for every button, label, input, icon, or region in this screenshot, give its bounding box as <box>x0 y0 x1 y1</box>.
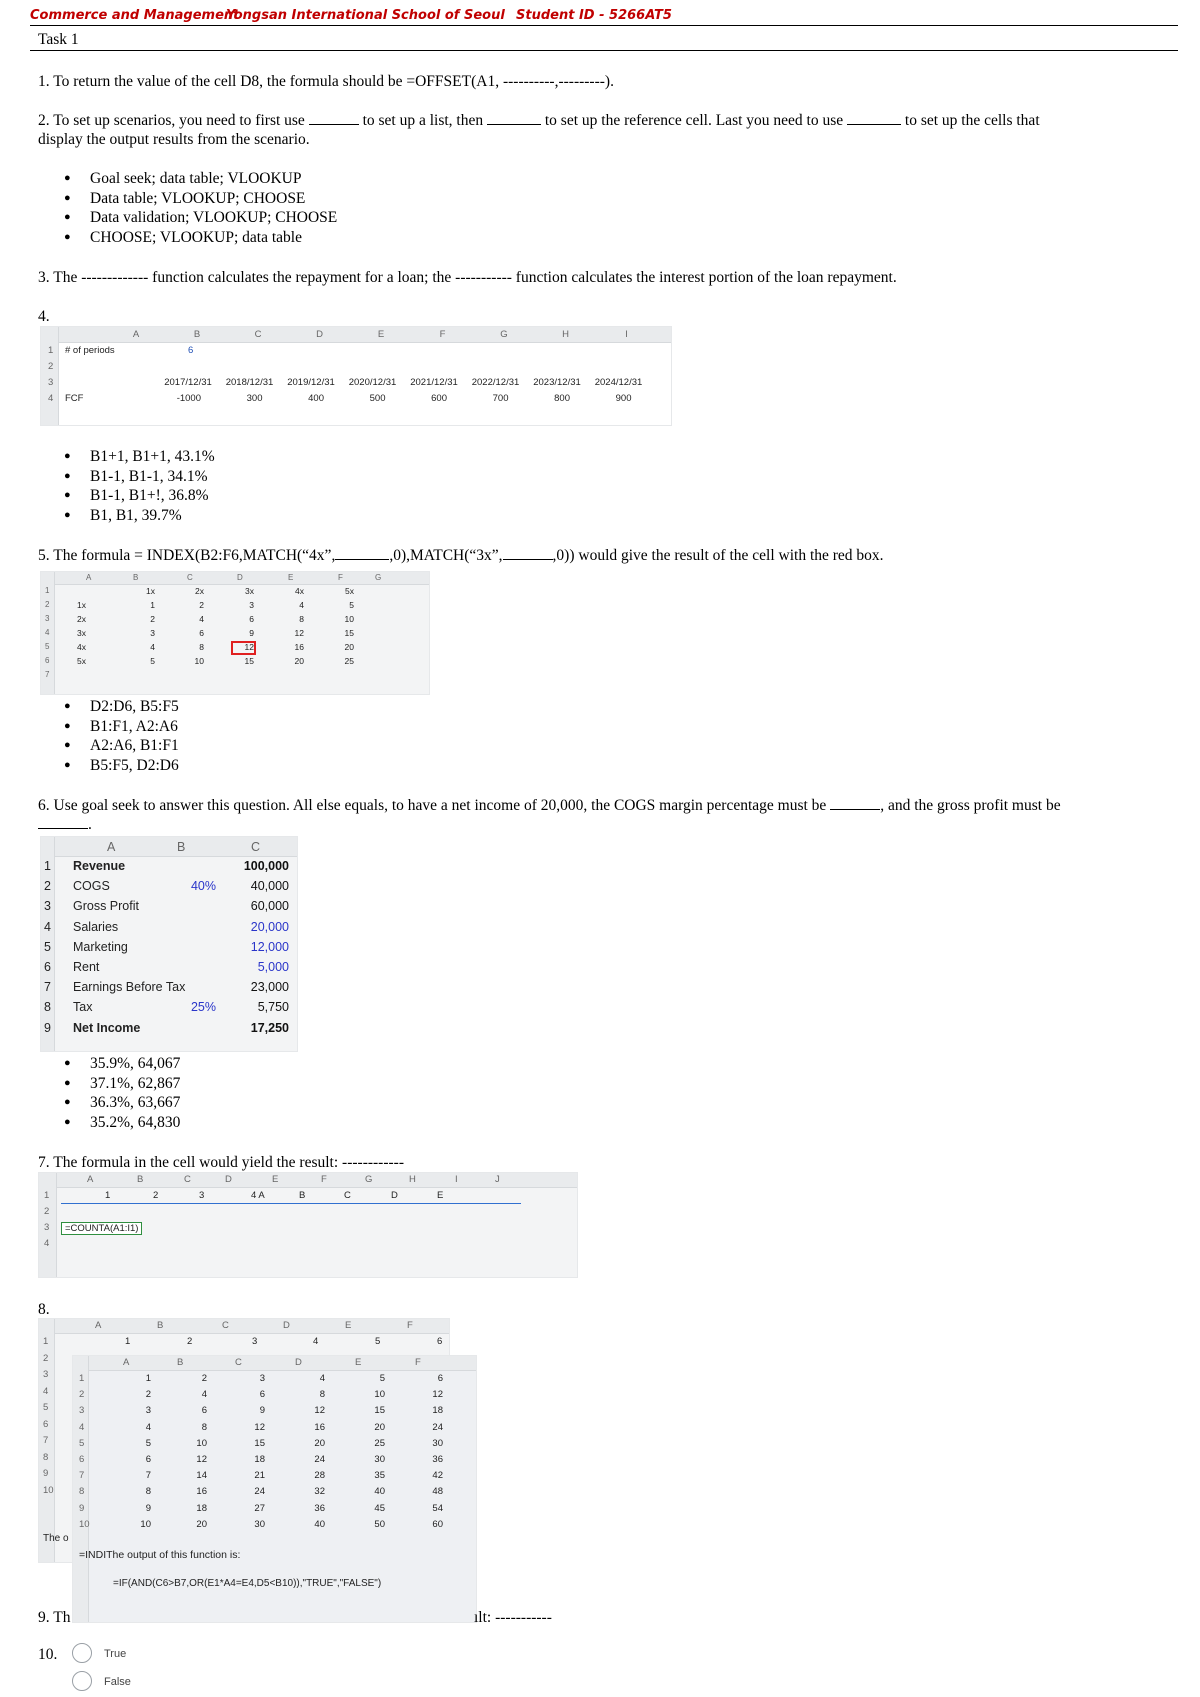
column-header: A <box>86 573 92 582</box>
column-header: B <box>157 1320 164 1331</box>
document-header <box>30 6 1178 26</box>
grid-cell: 5 <box>145 1437 151 1449</box>
false-label: False <box>104 1676 131 1688</box>
grid-cell: 12 <box>254 1421 265 1433</box>
row-label: 4x <box>77 642 86 652</box>
grid-cell: 9 <box>249 628 254 638</box>
header-rule <box>30 25 1178 26</box>
grid-cell: 30 <box>254 1518 265 1530</box>
row-header: 9 <box>79 1502 85 1514</box>
question-1: 1. To return the value of the cell D8, the formula should be =OFFSET(A1, ----------,---------). <box>38 73 614 90</box>
col-label: 4x <box>295 586 304 596</box>
row-header: 9 <box>44 1020 51 1035</box>
option: ● Data validation; VLOOKUP; CHOOSE <box>64 208 337 228</box>
row-header: 7 <box>44 980 51 995</box>
row-header: 9 <box>43 1468 49 1479</box>
column-header: G <box>375 573 382 582</box>
grid-cell: 45 <box>374 1502 385 1514</box>
value-cell: 17,250 <box>250 1020 289 1035</box>
red-box-highlight <box>231 641 256 655</box>
value-cell: 60,000 <box>250 899 289 914</box>
line-item-label: Tax <box>73 1000 93 1015</box>
row-header: 3 <box>45 614 50 623</box>
option: ● Goal seek; data table; VLOOKUP <box>64 169 337 189</box>
line-item-label: Rent <box>73 960 100 974</box>
col-label: 1x <box>146 586 155 596</box>
column-header: D <box>237 573 243 582</box>
grid-cell: 6 <box>201 1405 207 1417</box>
column-header: B <box>193 329 201 340</box>
row-header: 4 <box>44 919 51 934</box>
option: ● B1+1, B1+1, 43.1% <box>64 447 215 467</box>
grid-cell: 42 <box>432 1470 443 1482</box>
col-label: 2x <box>195 586 204 596</box>
cell-a4: FCF <box>65 393 84 404</box>
row-header: 3 <box>79 1405 85 1417</box>
row1-cell: E <box>437 1190 444 1201</box>
grid-cell: 3 <box>145 1405 151 1417</box>
grid-cell: 3 <box>259 1373 265 1384</box>
column-header: H <box>409 1174 416 1185</box>
row1-cell: 1 <box>105 1190 111 1201</box>
column-header: G <box>365 1174 373 1185</box>
grid-cell: 10 <box>196 1437 207 1449</box>
line-item-label: Gross Profit <box>73 899 139 914</box>
question-2-line-1: 2. To set up scenarios, you need to first use to set up a list, then to set up the reference cell. Last you need to use to set up the cells that <box>38 112 1040 129</box>
grid-cell: 16 <box>196 1486 207 1498</box>
grid-cell: 15 <box>344 628 354 638</box>
true-label: True <box>104 1648 127 1660</box>
column-header: E <box>377 329 385 340</box>
grid-cell: 4 <box>201 1389 207 1401</box>
grid-cell: 4 <box>145 1421 151 1433</box>
row-header: 3 <box>44 899 51 914</box>
grid-cell: 5 <box>379 1373 385 1384</box>
row-header: 3 <box>43 1369 49 1380</box>
column-header: J <box>495 1174 500 1185</box>
grid-cell: 16 <box>314 1421 325 1433</box>
q8-spreadsheet-front <box>72 1355 477 1623</box>
line-item-label: Salaries <box>73 919 119 934</box>
question-5-options <box>64 697 179 775</box>
row-header: 4 <box>43 1385 49 1397</box>
grid-cell: 15 <box>254 1437 265 1449</box>
row-header: 6 <box>44 960 51 974</box>
fcf-cell: 400 <box>308 393 324 404</box>
option: ● D2:D6, B5:F5 <box>64 697 179 717</box>
value-cell: 100,000 <box>243 859 289 873</box>
task-title: Task 1 <box>38 31 79 48</box>
option: ● B1-1, B1-1, 34.1% <box>64 467 215 487</box>
line-item-label: Marketing <box>73 939 128 954</box>
column-header: E <box>345 1320 352 1331</box>
grid-cell: 8 <box>145 1486 151 1498</box>
column-header: D <box>295 1357 302 1368</box>
grid-cell: 6 <box>199 628 204 638</box>
row-header: 1 <box>44 1190 50 1201</box>
column-header: A <box>107 840 116 854</box>
fcf-cell: 600 <box>431 393 447 404</box>
column-header: C <box>187 573 193 582</box>
column-header: B <box>177 840 186 854</box>
row-header: 3 <box>44 1222 50 1233</box>
date-cell: 2022/12/31 <box>471 377 520 388</box>
column-header: H <box>562 329 569 340</box>
option: ● B5:F5, D2:D6 <box>64 756 179 776</box>
grid-cell: 8 <box>199 642 204 652</box>
row1-cell: 2 <box>153 1190 159 1201</box>
grid-cell: 20 <box>196 1518 207 1530</box>
row-label: 5x <box>77 656 86 666</box>
grid-cell: 15 <box>374 1405 385 1417</box>
option: ● CHOOSE; VLOOKUP; data table <box>64 228 337 248</box>
header-school: Yongsan International School of Seoul <box>226 8 505 23</box>
row1-cell: C <box>344 1190 351 1201</box>
value-cell: 5,000 <box>257 960 289 974</box>
column-header: A <box>132 329 140 340</box>
grid-cell: 60 <box>432 1518 443 1530</box>
column-number: 1 <box>125 1336 131 1347</box>
grid-cell: 6 <box>259 1389 265 1401</box>
question-8-label: 8. <box>38 1301 50 1318</box>
grid-cell: 36 <box>432 1454 443 1465</box>
grid-cell: 2 <box>201 1373 207 1384</box>
grid-cell: 6 <box>437 1373 443 1384</box>
row-header: 5 <box>44 939 51 954</box>
q5-spreadsheet <box>40 571 430 695</box>
row-header: 8 <box>43 1451 49 1463</box>
task-rule <box>30 50 1178 51</box>
column-header: E <box>288 573 294 582</box>
row-label: 3x <box>77 628 86 638</box>
percent-cell: 40% <box>190 879 216 894</box>
row-header: 6 <box>79 1454 85 1465</box>
column-header: C <box>254 329 262 340</box>
row-header: 1 <box>45 586 50 595</box>
value-cell: 5,750 <box>257 1000 289 1015</box>
grid-cell: 7 <box>145 1470 151 1482</box>
row1-cell: B <box>299 1190 306 1201</box>
grid-cell: 28 <box>314 1470 325 1482</box>
row-header: 2 <box>79 1389 85 1401</box>
option: ● Data table; VLOOKUP; CHOOSE <box>64 189 337 209</box>
row-header: 2 <box>45 600 50 609</box>
fcf-cell: 800 <box>554 393 570 404</box>
fcf-cell: 900 <box>615 393 632 404</box>
date-cell: 2017/12/31 <box>164 377 212 388</box>
question-3: 3. The ------------- function calculates the repayment for a loan; the ----------- function calculates the interest portion of the loan repayment. <box>38 269 897 286</box>
column-number: 2 <box>187 1336 193 1347</box>
grid-cell: 4 <box>150 642 155 652</box>
grid-cell: 24 <box>432 1421 443 1433</box>
grid-cell: 10 <box>374 1389 385 1401</box>
grid-cell: 30 <box>432 1437 443 1449</box>
grid-cell: 14 <box>196 1470 207 1482</box>
column-header: A <box>123 1357 130 1368</box>
cell-b1: 6 <box>188 345 194 356</box>
grid-cell: 4 <box>299 600 304 610</box>
column-header: A <box>87 1174 94 1185</box>
column-header: C <box>251 840 261 854</box>
row-header: 7 <box>79 1470 85 1482</box>
question-6-options <box>64 1054 180 1132</box>
q6-spreadsheet <box>40 836 298 1052</box>
line-item-label: Revenue <box>73 859 126 873</box>
row-header: 2 <box>44 1206 50 1217</box>
column-header: C <box>235 1357 242 1368</box>
grid-cell: 54 <box>432 1502 443 1514</box>
date-cell: 2019/12/31 <box>287 377 335 388</box>
question-9-tail: ılt: ----------- <box>474 1609 552 1626</box>
option: ● 35.2%, 64,830 <box>64 1113 180 1133</box>
row1-cell: 4 A <box>251 1190 265 1201</box>
grid-cell: 40 <box>374 1486 385 1498</box>
grid-cell: 1 <box>145 1373 151 1384</box>
column-header: E <box>272 1174 279 1185</box>
question-4-label: 4. <box>38 308 50 325</box>
row-header: 1 <box>79 1373 85 1384</box>
grid-cell: 15 <box>244 656 254 666</box>
header-subject: Commerce and Management <box>30 8 240 23</box>
row-header: 7 <box>45 670 50 679</box>
row-header: 2 <box>44 879 51 894</box>
formula-cell: =COUNTA(A1:I1) <box>61 1222 142 1235</box>
q4-spreadsheet <box>40 326 672 426</box>
row-label: 2x <box>77 614 86 624</box>
grid-cell: 3 <box>249 600 254 610</box>
row-header: 1 <box>43 1336 49 1347</box>
row-header: 1 <box>48 345 54 356</box>
column-number: 5 <box>375 1336 381 1347</box>
caption-text: The o <box>43 1533 69 1544</box>
row-header: 2 <box>48 361 54 372</box>
grid-cell: 25 <box>374 1437 385 1449</box>
date-cell: 2023/12/31 <box>533 377 581 388</box>
question-9-label: 9. Th <box>38 1609 71 1626</box>
column-header: F <box>407 1320 413 1331</box>
date-cell: 2021/12/31 <box>410 377 458 388</box>
row-label: 1x <box>77 600 86 610</box>
row-header: 5 <box>79 1437 85 1449</box>
grid-cell: 12 <box>294 628 304 638</box>
column-header: C <box>184 1174 191 1185</box>
option: ● B1:F1, A2:A6 <box>64 717 179 737</box>
grid-cell: 5 <box>349 600 354 610</box>
grid-cell: 50 <box>374 1518 385 1530</box>
percent-cell: 25% <box>190 1000 216 1015</box>
row-header-bar <box>41 327 59 425</box>
option: ● A2:A6, B1:F1 <box>64 736 179 756</box>
fcf-cell: -1000 <box>176 393 201 404</box>
grid-cell: 18 <box>254 1454 265 1465</box>
option: ● 36.3%, 63,667 <box>64 1093 180 1113</box>
grid-cell: 8 <box>319 1389 325 1401</box>
caption-text: =INDIThe output of this function is: <box>79 1549 241 1561</box>
grid-cell: 27 <box>254 1502 265 1514</box>
column-header: A <box>95 1320 102 1331</box>
row-header: 5 <box>43 1402 49 1413</box>
value-cell: 20,000 <box>250 919 289 934</box>
date-cell: 2024/12/31 <box>594 377 643 388</box>
question-2-line-2: display the output results from the scenario. <box>38 131 310 148</box>
fcf-cell: 500 <box>369 393 386 404</box>
column-number: 4 <box>313 1336 319 1347</box>
row-header: 6 <box>43 1418 49 1430</box>
q7-spreadsheet <box>38 1172 578 1278</box>
row-header: 3 <box>48 377 54 388</box>
grid-cell: 35 <box>374 1470 385 1482</box>
grid-cell: 24 <box>254 1486 265 1498</box>
option: ● B1-1, B1+!, 36.8% <box>64 486 215 506</box>
grid-cell: 32 <box>314 1486 325 1498</box>
line-item-label: Earnings Before Tax <box>73 980 186 995</box>
question-5: 5. The formula = INDEX(B2:F6,MATCH(“4x”, ,0),MATCH(“3x”, ,0)) would give the result of the cell with the red box. <box>38 547 884 564</box>
question-6-line-2: . <box>38 815 92 834</box>
grid-cell: 8 <box>299 614 304 624</box>
true-radio[interactable] <box>72 1643 92 1663</box>
header-student-id: Student ID - 5266AT5 <box>516 8 672 23</box>
grid-cell: 2 <box>145 1389 151 1401</box>
grid-cell: 1 <box>150 600 155 610</box>
column-header: F <box>439 329 446 340</box>
row-header: 1 <box>44 859 51 873</box>
grid-cell: 9 <box>145 1502 151 1514</box>
grid-cell: 4 <box>319 1373 325 1384</box>
grid-cell: 25 <box>344 656 354 666</box>
line-item-label: Net Income <box>73 1020 141 1035</box>
grid-cell: 3 <box>150 628 155 638</box>
value-cell: 40,000 <box>250 879 289 894</box>
row1-cell: 3 <box>199 1190 205 1201</box>
grid-cell: 6 <box>249 614 254 624</box>
question-7: 7. The formula in the cell would yield the result: ------------ <box>38 1154 404 1171</box>
row-header: 10 <box>79 1518 90 1530</box>
value-cell: 23,000 <box>250 980 289 995</box>
column-header: F <box>415 1357 421 1368</box>
column-header: F <box>321 1174 327 1185</box>
column-header: G <box>500 329 508 340</box>
grid-cell: 10 <box>194 656 204 666</box>
grid-cell: 10 <box>344 614 354 624</box>
value-cell: 12,000 <box>250 939 289 954</box>
column-header: I <box>455 1174 458 1185</box>
date-cell: 2018/12/31 <box>225 377 274 388</box>
row-header: 4 <box>44 1238 50 1249</box>
grid-cell: 2 <box>150 614 155 624</box>
question-4-options <box>64 447 215 525</box>
grid-cell: 8 <box>201 1421 207 1433</box>
grid-cell: 2 <box>199 600 204 610</box>
grid-cell: 10 <box>140 1518 151 1530</box>
column-header: B <box>177 1357 184 1368</box>
fcf-cell: 300 <box>246 393 263 404</box>
row-header: 4 <box>48 393 54 404</box>
option: ● 35.9%, 64,067 <box>64 1054 180 1074</box>
row-header: 10 <box>43 1484 54 1496</box>
row-header: 7 <box>43 1435 49 1446</box>
question-2-options <box>64 169 337 247</box>
grid-cell: 20 <box>344 642 354 652</box>
grid-cell: 36 <box>314 1502 325 1514</box>
grid-cell: 4 <box>199 614 204 624</box>
column-header: B <box>133 573 139 582</box>
row-header: 4 <box>45 628 50 637</box>
column-header: D <box>225 1174 232 1185</box>
selection-outline <box>61 1189 521 1204</box>
grid-cell: 12 <box>244 642 254 652</box>
column-header: F <box>338 573 343 582</box>
line-item-label: COGS <box>73 879 110 894</box>
column-header: C <box>222 1320 229 1331</box>
row-header: 8 <box>44 1000 51 1015</box>
grid-cell: 20 <box>294 656 304 666</box>
row-header: 4 <box>79 1421 85 1433</box>
grid-cell: 20 <box>374 1421 385 1433</box>
grid-cell: 6 <box>145 1454 151 1465</box>
question-10-label: 10. <box>38 1646 58 1663</box>
col-label: 3x <box>245 586 254 596</box>
grid-cell: 5 <box>150 656 155 666</box>
column-number: 6 <box>437 1336 443 1347</box>
grid-cell: 48 <box>432 1486 443 1498</box>
option: ● B1, B1, 39.7% <box>64 506 215 526</box>
grid-cell: 20 <box>314 1437 325 1449</box>
grid-cell: 12 <box>196 1454 207 1465</box>
grid-cell: 18 <box>432 1405 443 1417</box>
question-6-line-1: 6. Use goal seek to answer this question. All else equals, to have a net income of 20,000, the COGS margin percentage must be , and the gross profit must be <box>38 797 1061 814</box>
grid-cell: 30 <box>374 1454 385 1465</box>
date-cell: 2020/12/31 <box>348 377 397 388</box>
column-header: I <box>625 329 628 340</box>
grid-cell: 24 <box>314 1454 325 1465</box>
cell-a1: # of periods <box>65 345 115 356</box>
grid-cell: 18 <box>196 1502 207 1514</box>
row-header: 2 <box>43 1352 49 1364</box>
row-header: 6 <box>45 656 50 665</box>
row-header: 8 <box>79 1486 85 1498</box>
fcf-cell: 700 <box>492 393 509 404</box>
grid-cell: 40 <box>314 1518 325 1530</box>
column-header: B <box>137 1174 144 1185</box>
grid-cell: 16 <box>294 642 304 652</box>
grid-cell: 21 <box>254 1470 265 1482</box>
grid-cell: 12 <box>314 1405 325 1417</box>
grid-cell: 9 <box>259 1405 265 1417</box>
row-header: 5 <box>45 642 50 651</box>
false-radio[interactable] <box>72 1671 92 1691</box>
row1-cell: D <box>391 1190 398 1201</box>
column-header: E <box>355 1357 362 1368</box>
formula-text: =IF(AND(C6>B7,OR(E1*A4=E4,D5<B10)),"TRUE","FALSE") <box>113 1578 382 1589</box>
column-header: D <box>283 1320 290 1331</box>
column-header: D <box>316 329 323 340</box>
column-header-bar <box>41 572 429 585</box>
grid-cell: 12 <box>432 1389 443 1401</box>
option: ● 37.1%, 62,867 <box>64 1074 180 1094</box>
column-number: 3 <box>252 1336 258 1347</box>
col-label: 5x <box>345 586 354 596</box>
